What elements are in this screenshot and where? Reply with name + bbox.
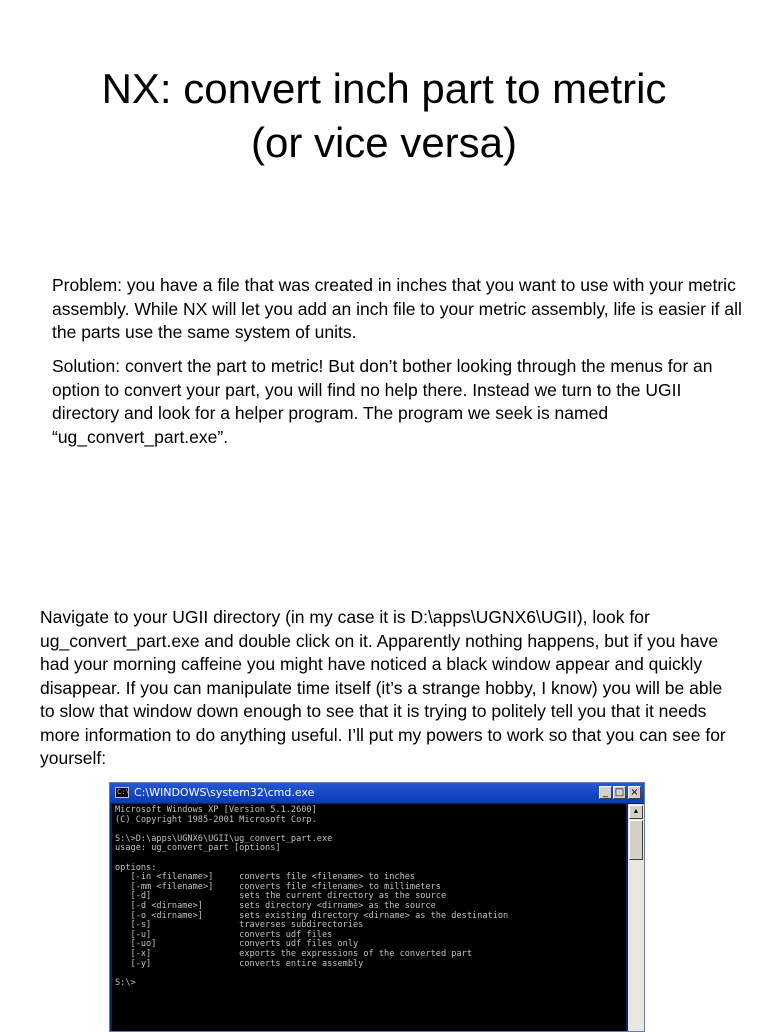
title-line-1: NX: convert inch part to metric — [101, 65, 667, 112]
console-icon: C:\ — [117, 788, 130, 796]
console-line: options: — [115, 862, 157, 873]
navigate-paragraph: Navigate to your UGII directory (in my case it is D:\apps\UGNX6\UGII), look for ug_convert_part.exe and double click on it. Apparently nothing happens, but if you have had your morning caffeine you might have noticed a black window appear and quickly disappear. If you can manipulate time itself (it’s a strange hobby, I know) you will be able to slow that window down enough to see that it is trying to politely tell you that it needs more information to do anything useful. I’ll put my powers to work so that you can see for yourself: — [40, 607, 726, 768]
console-line: [-d <dirname>] sets directory <dirname> as the source — [115, 900, 436, 911]
console-line: [-o <dirname>] sets existing directory <dirname> as the destination — [115, 910, 509, 921]
console-line: [-u] converts udf files — [115, 929, 333, 940]
console-line: [-d] sets the current directory as the source — [115, 891, 447, 902]
console-line: [-y] converts entire assembly — [115, 958, 364, 969]
console-line: [-in <filename>] converts file <filename> to inches — [115, 872, 416, 883]
vertical-scrollbar[interactable] — [628, 804, 644, 1031]
solution-paragraph: Solution: convert the part to metric! But don’t bother looking through the menus for an option to convert your part, you will find no help there. Instead we turn to the UGII directory and look for a helper program. The program we seek is named “ug_convert_part.exe”. — [52, 356, 713, 447]
console-line: S:\>D:\apps\UGNX6\UGII\ug_convert_part.exe — [115, 833, 333, 844]
console-line: (C) Copyright 1985-2001 Microsoft Corp. — [115, 814, 317, 825]
console-line: S:\> — [115, 977, 136, 988]
scroll-up-arrow-icon[interactable]: ▲ — [629, 805, 643, 819]
console-output — [112, 804, 626, 1031]
console-line: [-uo] converts udf files only — [115, 939, 359, 950]
title-line-2: (or vice versa) — [250, 119, 518, 166]
problem-paragraph: Problem: you have a file that was created in inches that you want to use with your metric assembly. While NX will let you add an inch file to your metric assembly, life is easier if all the parts use the same system of units. — [52, 275, 742, 342]
console-line: Microsoft Windows XP [Version 5.1.2600] — [115, 805, 317, 815]
console-line — [115, 854, 623, 864]
cmd-titlebar — [110, 783, 644, 803]
close-button[interactable]: × — [628, 786, 641, 799]
cmd-window-screenshot — [109, 782, 645, 1032]
console-line: usage: ug_convert_part [options] — [115, 843, 281, 854]
console-line — [115, 969, 623, 979]
console-line: [-mm <filename>] converts file <filename> to millimeters — [115, 881, 441, 892]
scrollbar-thumb[interactable] — [629, 820, 643, 860]
console-line: [-s] traverses subdirectories — [115, 920, 364, 931]
cmd-window-title: C:\WINDOWS\system32\cmd.exe — [134, 786, 315, 799]
maximize-button[interactable]: □ — [614, 787, 625, 798]
console-line: [-x] exports the expressions of the converted part — [115, 948, 472, 959]
page-title — [0, 62, 768, 170]
minimize-button[interactable]: _ — [599, 786, 612, 799]
